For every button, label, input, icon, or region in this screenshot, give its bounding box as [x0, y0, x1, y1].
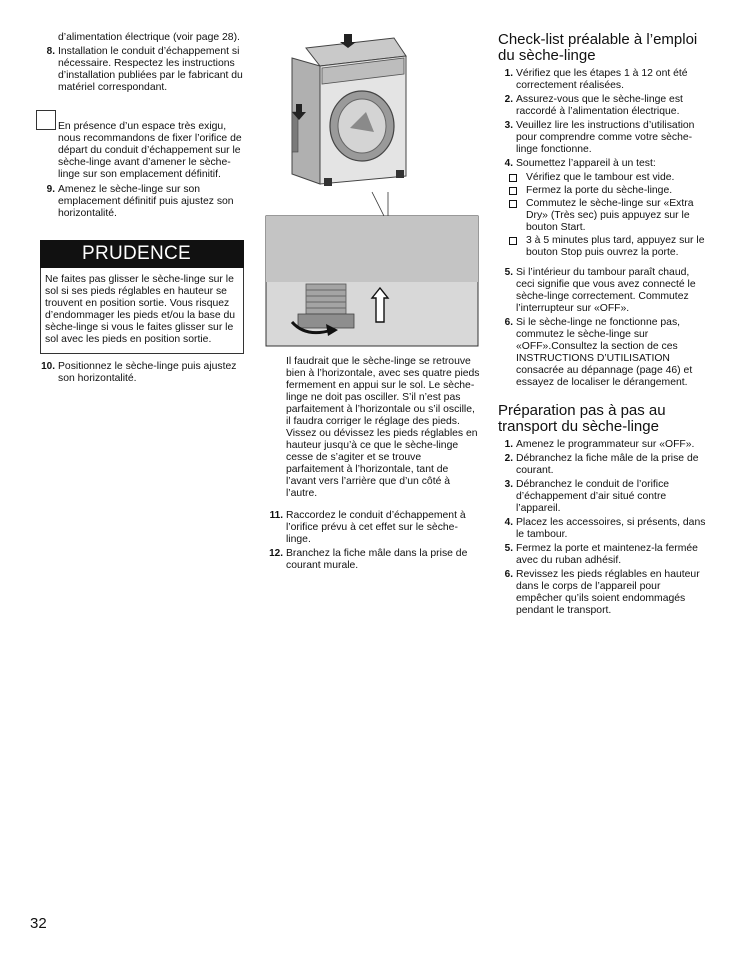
step-number: 11. [269, 510, 283, 521]
step-number: 12. [269, 548, 283, 559]
prudence-title: PRUDENCE [40, 240, 244, 268]
transport-step-4 [498, 517, 708, 541]
transport-step-2 [498, 453, 708, 477]
checklist-step-5 [498, 267, 708, 315]
checklist-step-1 [498, 68, 708, 92]
middle-column [268, 356, 480, 574]
step-number: 5. [504, 267, 513, 278]
checklist-step-3 [498, 120, 708, 156]
checkbox-text: Vérifiez que le tambour est vide. [526, 172, 675, 183]
checklist-step-2 [498, 94, 708, 118]
checkbox-item [498, 235, 708, 259]
step-number: 1. [504, 439, 513, 450]
step-12 [268, 548, 480, 572]
step-number: 4. [504, 517, 513, 528]
step-text: Amenez le sèche-linge sur son emplacement définitif puis ajustez son horizontalité. [58, 184, 234, 219]
checkbox-icon [509, 174, 517, 182]
transport-step-6 [498, 569, 708, 617]
step-text: Vérifiez que les étapes 1 à 12 ont été correctement réalisées. [516, 68, 688, 91]
intro-continuation: d’alimentation électrique (voir page 28). [58, 32, 240, 43]
left-column [40, 32, 244, 387]
step-text: Si le sèche-linge ne fonctionne pas, commutez le sèche-linge sur «OFF».Consultez la section de ces INSTRUCTIONS D’UTILISATION consacrée au dépannage (page 46) et essayez de localiser le dérangement. [516, 317, 693, 388]
step-number: 3. [504, 479, 513, 490]
leveling-foot-detail [266, 216, 478, 346]
step-9 [40, 184, 244, 220]
step-number: 5. [504, 543, 513, 554]
checklist-step-4 [498, 158, 708, 170]
step-text: Amenez le programmateur sur «OFF». [516, 439, 695, 450]
checkbox-icon [509, 200, 517, 208]
step-number: 2. [504, 453, 513, 464]
page-number: 32 [30, 915, 47, 932]
step-text: Soumettez l’appareil à un test: [516, 158, 656, 169]
step-text: Positionnez le sèche-linge puis ajustez son horizontalité. [58, 361, 237, 384]
step-text: Débranchez la fiche mâle de la prise de courant. [516, 453, 699, 476]
step-number: 6. [504, 569, 513, 580]
transport-heading: Préparation pas à pas au transport du sèche-linge [498, 402, 666, 435]
checkbox-item [498, 198, 708, 234]
step-10 [40, 361, 244, 385]
dryer-leveling-illustration [262, 34, 480, 348]
transport-step-5 [498, 543, 708, 567]
step-text: Débranchez le conduit de l’orifice d’échappement d’air situé contre l’appareil. [516, 479, 670, 514]
step-text: Branchez la fiche mâle dans la prise de courant murale. [286, 548, 468, 571]
step-text: Assurez-vous que le sèche-linge est raccordé à l’alimentation électrique. [516, 94, 683, 117]
right-column [498, 32, 708, 619]
step-text: Fermez la porte et maintenez-la fermée avec du ruban adhésif. [516, 543, 698, 566]
prudence-box [40, 268, 244, 354]
checkbox-item [498, 185, 708, 197]
step-number: 9. [46, 184, 55, 195]
step-number: 3. [504, 120, 513, 131]
step-number: 10. [41, 361, 55, 372]
checkbox-icon [509, 187, 517, 195]
step-number: 4. [504, 158, 513, 169]
checkbox-text: Fermez la porte du sèche-linge. [526, 185, 673, 196]
step-number: 6. [504, 317, 513, 328]
dryer-icon [292, 38, 406, 186]
checklist-step-6 [498, 317, 708, 389]
step-number: 8. [46, 46, 55, 57]
prudence-text: Ne faites pas glisser le sèche-linge sur le sol si ses pieds réglables en hauteur se trouvent en position sortie. Vous risquez d’endommager les pieds et/ou la base du sèche-linge si vous le faites glisser sur le sol avec les pieds en position sortie. [45, 274, 236, 345]
checkbox-text: Commutez le sèche-linge sur «Extra Dry» (Très sec) puis appuyez sur le bouton Start. [526, 198, 694, 233]
step-text: Si l’intérieur du tambour paraît chaud, ceci signifie que vous avez connecté le sèche-linge correctement. Commutez l’interrupteur sur «OFF». [516, 267, 696, 314]
step-text: Raccordez le conduit d’échappement à l’orifice prévu à cet effet sur le sèche-linge. [286, 510, 466, 545]
step-8 [40, 46, 244, 94]
leveling-paragraph: Il faudrait que le sèche-linge se retrouve bien à l’horizontale, avec ses quatre pieds fermement en appui sur le sol. Le sèche-linge ne doit pas osciller. S’il n’est pas parfaitement à l’horizontale ou s’il oscille, il faudra corriger le réglage des pieds. Vissez ou dévissez les pieds réglables en hauteur jusqu’à ce que le sèche-linge cesse de s’agiter et se trouve parfaitement à l’horizontale, tant de l’avant vers l’arrière que d’un côté à l’autre. [286, 356, 480, 499]
transport-step-1 [498, 439, 708, 451]
step-text: Installation le conduit d’échappement si nécessaire. Respectez les instructions d’installation publiées par le fabricant du matériel correspondant. [58, 46, 243, 93]
checklist-heading: Check-list préalable à l’emploi du sèche-linge [498, 31, 698, 64]
step-text: Placez les accessoires, si présents, dans le tambour. [516, 517, 706, 540]
step-number: 2. [504, 94, 513, 105]
step-number: 1. [504, 68, 513, 79]
note-text: En présence d’un espace très exigu, nous recommandons de fixer l’orifice de départ du conduit d’échappement sur le sèche-linge avant d’amener le sèche-linge sur son emplacement définitif. [58, 121, 242, 180]
checkbox-text: 3 à 5 minutes plus tard, appuyez sur le bouton Stop puis ouvrez la porte. [526, 235, 705, 258]
step-11 [268, 510, 480, 546]
transport-step-3 [498, 479, 708, 515]
checkbox-item [498, 172, 708, 184]
step-text: Veuillez lire les instructions d’utilisation pour comprendre comme votre sèche-linge fonctionne. [516, 120, 695, 155]
checkbox-icon [509, 237, 517, 245]
step-text: Revissez les pieds réglables en hauteur dans le corps de l’appareil pour empêcher qu’ils soient endommagés pendant le transport. [516, 569, 700, 616]
